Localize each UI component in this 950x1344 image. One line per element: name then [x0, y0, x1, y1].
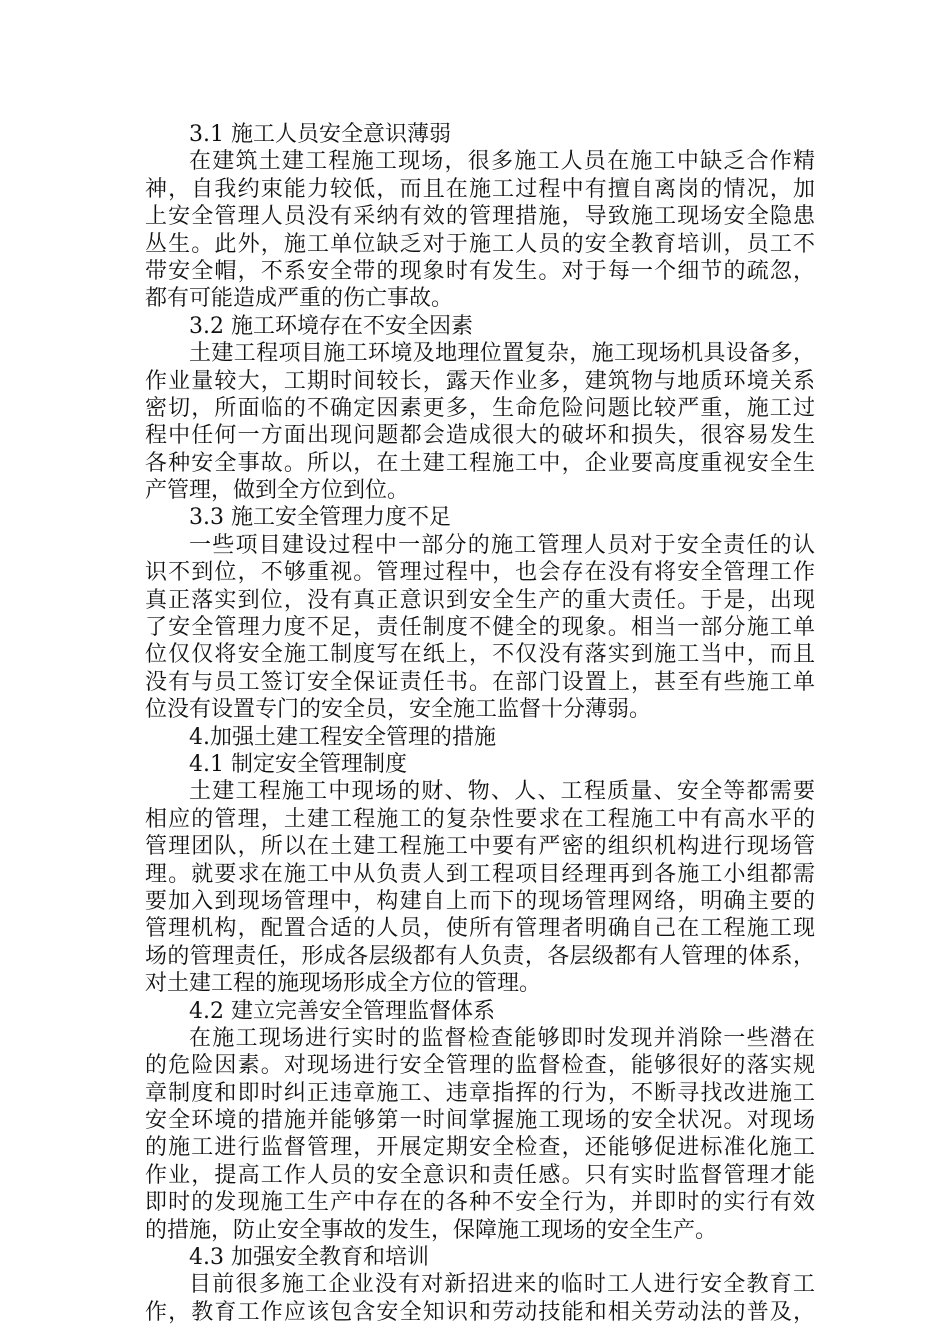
paragraph-line: 各种安全事故。所以，在土建工程施工中，企业要高度重视安全生: [145, 450, 815, 476]
paragraph-line: 密切，所面临的不确定因素更多，生命危险问题比较严重，施工过: [145, 395, 815, 421]
section-heading: 3.3 施工安全管理力度不足: [189, 505, 451, 531]
paragraph-line: 的施工进行监督管理，开展定期安全检查，还能够促进标准化施工: [145, 1135, 815, 1161]
paragraph-line: 没有与员工签订安全保证责任书。在部门设置上，甚至有些施工单: [145, 669, 815, 695]
paragraph-line: 相应的管理，土建工程施工的复杂性要求在工程施工中有高水平的: [145, 806, 815, 832]
paragraph-line: 了安全管理力度不足，责任制度不健全的现象。相当一部分施工单: [145, 615, 815, 641]
paragraph-line: 管理机构，配置合适的人员，使所有管理者明确自己在工程施工现: [145, 916, 815, 942]
paragraph-line: 要加入到现场管理中，构建自上而下的现场管理网络，明确主要的: [145, 888, 815, 914]
section-heading: 3.1 施工人员安全意识薄弱: [189, 122, 451, 147]
section-heading: 4.加强土建工程安全管理的措施: [189, 724, 496, 750]
paragraph-line: 程中任何一方面出现问题都会造成很大的破坏和损失，很容易发生: [145, 423, 815, 449]
section-heading: 4.2 建立完善安全管理监督体系: [189, 998, 495, 1024]
paragraph-line: 一些项目建设过程中一部分的施工管理人员对于安全责任的认: [189, 532, 815, 558]
paragraph-line: 目前很多施工企业没有对新招进来的临时工人进行安全教育工: [189, 1272, 815, 1298]
paragraph-line: 识不到位，不够重视。管理过程中，也会存在没有将安全管理工作: [145, 560, 815, 586]
section-heading: 4.1 制定安全管理制度: [189, 751, 407, 777]
paragraph-line: 对土建工程的施现场形成全方位的管理。: [145, 971, 542, 997]
paragraph-line: 上安全管理人员没有采纳有效的管理措施，导致施工现场安全隐患: [145, 204, 815, 230]
paragraph-line: 安全环境的措施并能够第一时间掌握施工现场的安全状况。对现场: [145, 1108, 815, 1134]
paragraph-line: 产管理，做到全方位到位。: [145, 478, 410, 504]
paragraph-line: 带安全帽，不系安全带的现象时有发生。对于每一个细节的疏忽，: [145, 258, 815, 284]
paragraph-line: 作业，提高工作人员的安全意识和责任感。只有实时监督管理才能: [145, 1162, 815, 1188]
paragraph-line: 土建工程项目施工环境及地理位置复杂，施工现场机具设备多，: [189, 341, 815, 367]
paragraph-line: 位仅仅将安全施工制度写在纸上，不仅没有落实到施工当中，而且: [145, 642, 815, 668]
paragraph-line: 场的管理责任，形成各层级都有人负责，各层级都有人管理的体系，: [145, 943, 815, 969]
paragraph-line: 在建筑土建工程施工现场，很多施工人员在施工中缺乏合作精: [189, 149, 815, 175]
section-heading: 3.2 施工环境存在不安全因素: [189, 313, 473, 339]
paragraph-line: 神，自我约束能力较低，而且在施工过程中有擅自离岗的情况，加: [145, 176, 815, 202]
paragraph-line: 的危险因素。对现场进行安全管理的监督检查，能够很好的落实规: [145, 1053, 815, 1079]
paragraph-line: 位没有设置专门的安全员，安全施工监督十分薄弱。: [145, 697, 652, 723]
document-page: [145, 121, 815, 1326]
paragraph-line: 丛生。此外，施工单位缺乏对于施工人员的安全教育培训，员工不: [145, 231, 815, 257]
paragraph-line: 章制度和即时纠正违章施工、违章指挥的行为，不断寻找改进施工: [145, 1080, 815, 1106]
paragraph-line: 即时的发现施工生产中存在的各种不安全行为，并即时的实行有效: [145, 1190, 815, 1216]
paragraph-line: 作业量较大，工期时间较长，露天作业多，建筑物与地质环境关系: [145, 368, 815, 394]
paragraph-line: 都有可能造成严重的伤亡事故。: [145, 286, 454, 312]
paragraph-line: 在施工现场进行实时的监督检查能够即时发现并消除一些潜在: [189, 1025, 815, 1051]
paragraph-line: 理。就要求在施工中从负责人到工程项目经理再到各施工小组都需: [145, 861, 815, 887]
section-heading: 4.3 加强安全教育和培训: [189, 1245, 429, 1271]
paragraph-line: 土建工程施工中现场的财、物、人、工程质量、安全等都需要: [189, 779, 815, 805]
paragraph-line: 管理团队，所以在土建工程施工中要有严密的组织机构进行现场管: [145, 834, 815, 860]
paragraph-line: 真正落实到位，没有真正意识到安全生产的重大责任。于是，出现: [145, 587, 815, 613]
paragraph-line: 作，教育工作应该包含安全知识和劳动技能和相关劳动法的普及，: [145, 1299, 815, 1325]
paragraph-line: 的措施，防止安全事故的发生，保障施工现场的安全生产。: [145, 1217, 718, 1243]
